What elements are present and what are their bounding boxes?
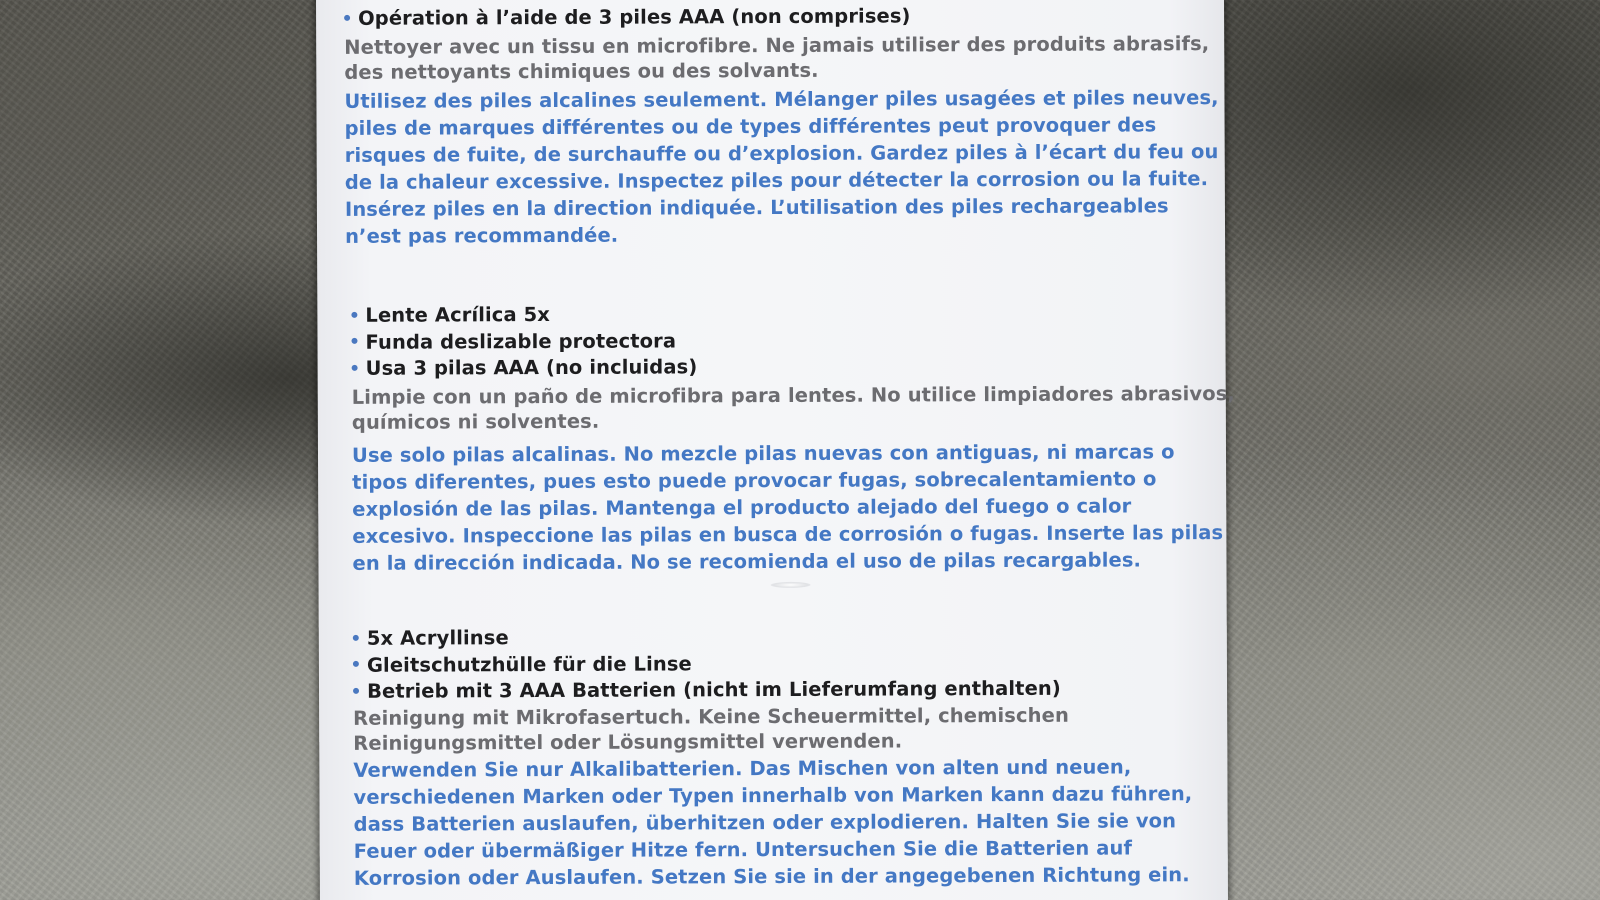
product-packaging-card: [316, 0, 1235, 900]
spanish-cleaning-text: Limpie con un paño de microfibra para lentes. No utilice limpiadores abrasivos, químicos ni solventes.: [351, 381, 1235, 434]
bullet-dot-icon: [351, 311, 357, 317]
bullet-dot-icon: [353, 634, 359, 640]
french-section: [344, 2, 1219, 249]
bullet-dot-icon: [353, 687, 359, 693]
gray-fabric-background-right: [1222, 0, 1600, 900]
german-bullet-item: Gleitschutzhülle für die Linse: [353, 649, 1187, 679]
german-bullet-item: 5x Acryllinse: [353, 622, 1187, 652]
french-bullet-list: [344, 2, 1184, 32]
german-bullet-item: Betrieb mit 3 AAA Batterien (nicht im Lieferumfang enthalten): [353, 675, 1187, 705]
french-cleaning-text: Nettoyer avec un tissu en microfibre. Ne jamais utiliser des produits abrasifs, des nettoyants chimiques ou des solvants.: [344, 31, 1210, 84]
spanish-warning-text: Use solo pilas alcalinas. No mezcle pilas nuevas con antiguas, ni marcas o tipos diferentes, pues esto puede provocar fugas, sobrecalentamiento o explosión de las pilas. Mantenga el producto alejado del fuego o calor excesivo. Inspeccione las pilas en busca de corrosión o fugas. Inserte las pilas en la dirección indicada. No se recomienda el uso de pilas recargables.: [351, 439, 1224, 575]
card-scuff-mark: [771, 582, 811, 588]
french-bullet-item: Opération à l’aide de 3 piles AAA (non comprises): [344, 2, 1184, 32]
spanish-bullet-item: Funda deslizable protectora: [351, 326, 1185, 356]
bullet-dot-icon: [344, 14, 350, 20]
bullet-dot-icon: [352, 364, 358, 370]
german-warning-text: Verwenden Sie nur Alkalibatterien. Das Mischen von alten und neuen, verschiedenen Marken oder Typen innerhalb von Marken kann dazu führen, dass Batterien auslaufen, überhitzen oder explodieren. Halten Sie sie von Feuer oder übermäßiger Hitze fern. Untersuchen Sie die Batterien auf Korrosion oder Auslaufen. Setzen Sie sie in der angegebenen Richtung ein.: [353, 754, 1193, 890]
gray-fabric-background-left: [0, 0, 318, 900]
bullet-dot-icon: [353, 661, 359, 667]
spanish-section: [351, 299, 1235, 576]
spanish-bullet-item: Usa 3 pilas AAA (no incluidas): [352, 352, 1186, 382]
bullet-dot-icon: [351, 338, 357, 344]
german-cleaning-text: Reinigung mit Mikrofasertuch. Keine Scheuermittel, chemischen Reinigungsmittel oder Lösungsmittel verwenden.: [353, 703, 1069, 755]
german-section: [353, 622, 1193, 891]
spanish-bullet-list: [351, 299, 1185, 382]
spanish-bullet-item: Lente Acrílica 5x: [351, 299, 1185, 329]
french-warning-text: Utilisez des piles alcalines seulement. Mélanger piles usagées et piles neuves, piles de marques différentes ou de types différentes peut provoquer des risques de fuite, de surchauffe ou d’explosion. Gardez piles à l’écart du feu ou de la chaleur excessive. Inspectez piles pour détecter la corrosion ou la fuite. Insérez piles en la direction indiquée. L’utilisation des piles rechargeables n’est pas recommandée.: [344, 85, 1219, 248]
german-bullet-list: [353, 622, 1187, 705]
